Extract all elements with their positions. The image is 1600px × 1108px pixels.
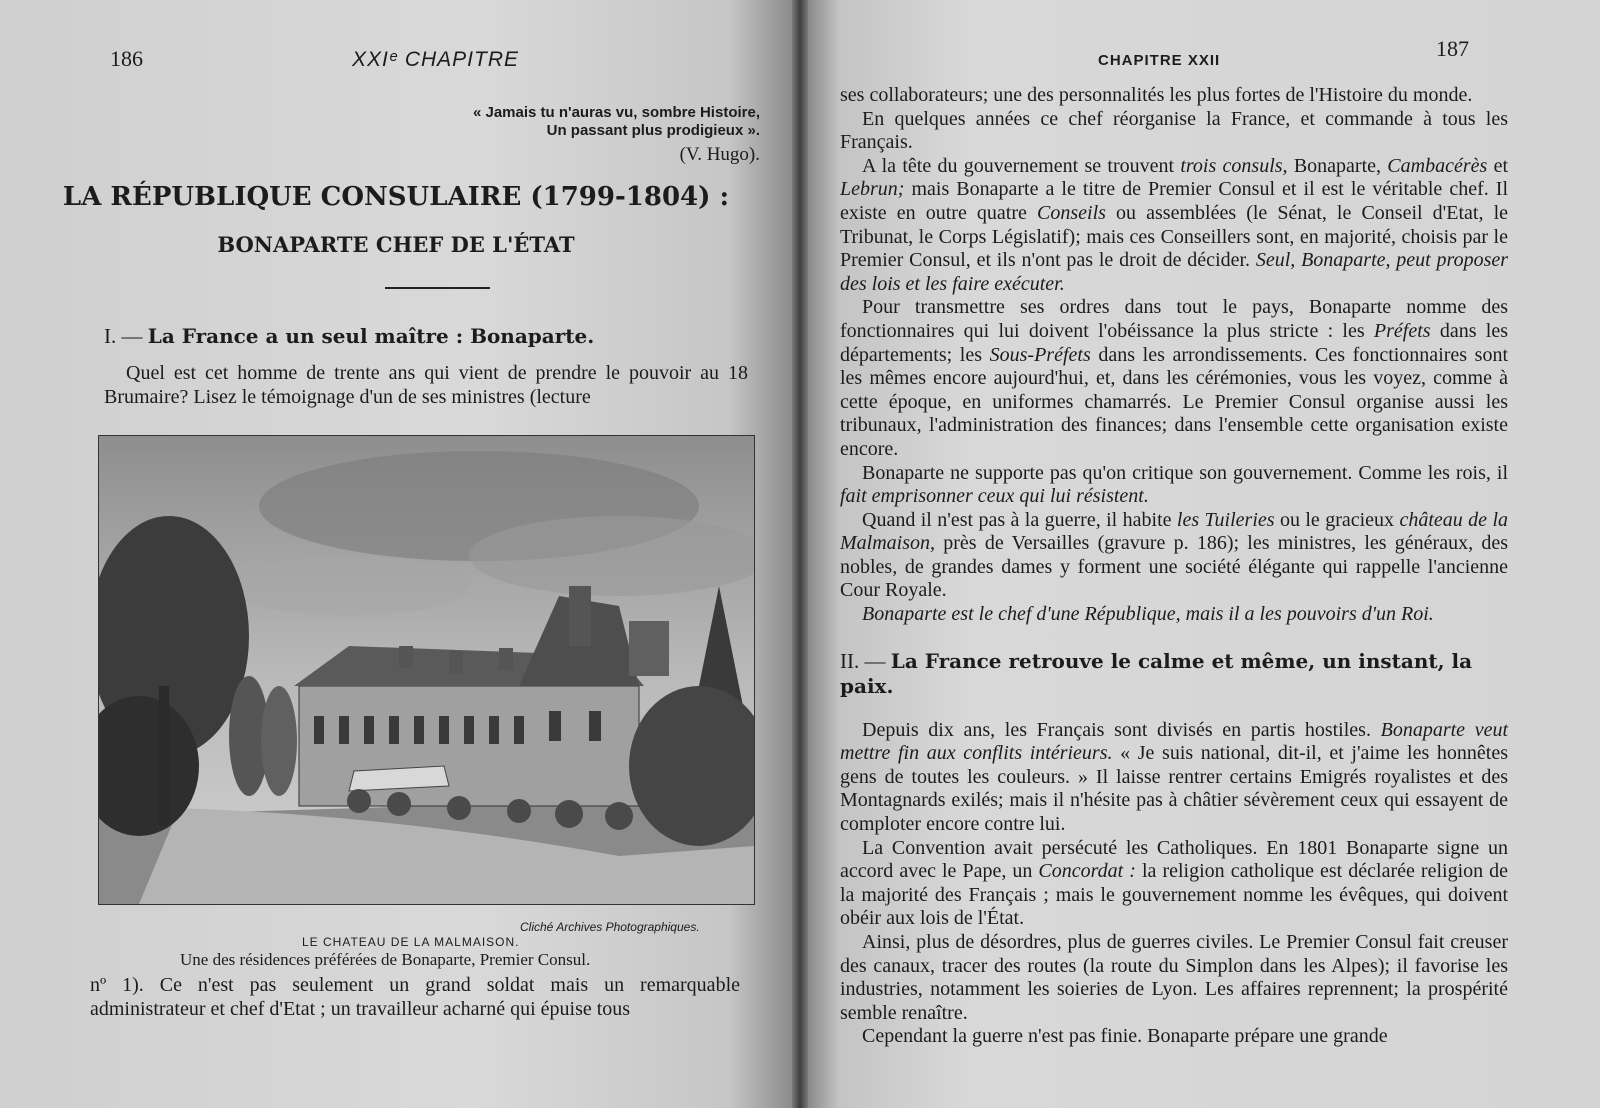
emphasis: Conseils <box>1037 201 1106 224</box>
emphasis: fait emprisonner ceux qui lui résistent. <box>840 485 1149 508</box>
emphasis: Bonaparte veut mettre fin aux conflits intérieurs. <box>840 718 1509 765</box>
paragraph <box>840 462 1508 509</box>
emphasis: château de la Malmaison, <box>840 508 1509 555</box>
paragraph <box>840 155 1508 297</box>
intro-paragraph: Quel est cet homme de trente ans qui vient de prendre le pouvoir au 18 Brumaire? Lisez le témoignage d'un de ses ministres (lecture <box>104 362 748 408</box>
emphasis: Lebrun; <box>840 178 905 201</box>
text-run: Bonaparte, <box>1293 154 1382 177</box>
book-gutter <box>792 0 808 1108</box>
text-run: Pour transmettre ses ordres dans tout le pays, Bonaparte nomme des fonctionnaires qui lui doivent l'obéissance la plus stricte : les <box>840 296 1508 342</box>
chateau-illustration <box>99 436 754 904</box>
paragraph <box>840 837 1508 931</box>
emphasis: Bonaparte est le chef d'une République, mais il a les pouvoirs d'un Roi. <box>862 603 1434 626</box>
chapter-title: LA RÉPUBLIQUE CONSULAIRE (1799-1804) : <box>62 182 730 212</box>
left-page <box>0 0 792 1108</box>
emphasis: Cambacérès <box>1387 154 1488 177</box>
running-head: XXIᵉ CHAPITRE <box>352 48 519 71</box>
text-run: « Je suis national, dit-il, et j'aime les honnêtes gens de toutes les couleurs. » Il laisse rentrer certains Emigrés royalistes et des Montagnards exilés; mais il n'hésite pas à châtier sévèrement ceux qui essayent de comploter encore contre lui. <box>840 742 1508 836</box>
text-run: Depuis dix ans, les Français sont divisés en partis hostiles. <box>862 718 1371 741</box>
paragraph: ses collaborateurs; une des personnalités les plus fortes de l'Histoire du monde. <box>840 84 1473 106</box>
running-head: CHAPITRE XXII <box>1098 52 1221 69</box>
paragraph <box>840 603 1508 627</box>
emphasis: Concordat : <box>1038 860 1136 883</box>
text-run: la religion catholique est déclarée religion de la majorité des Français ; mais le gouvernement nomme les évêques, qui doivent obéir aux lois de l'État. <box>840 860 1509 930</box>
epigraph-line: « Jamais tu n'auras vu, sombre Histoire, <box>472 104 760 121</box>
paragraph <box>840 296 1508 461</box>
section-title: La France retrouve le calme et même, un instant, la paix. <box>840 648 1473 698</box>
malmaison-engraving <box>98 435 755 905</box>
section-title: La France a un seul maître : Bonaparte. <box>147 324 595 348</box>
page-number: 186 <box>110 46 143 71</box>
epigraph-line: Un passant plus prodigieux ». <box>546 122 760 139</box>
text-run: La Convention avait persécuté les Catholiques. En 1801 Bonaparte signe un accord avec le Pape, un <box>840 836 1508 883</box>
text-run: dans les arrondissements. Ces fonctionnaires sont les mêmes encore aujourd'hui, et, dans les cérémonies, vous les voyez, comme à cette époque, en uniformes chamarrés. Le Premier Consul organise aussi les tribunaux, l'administration des finances; dans l'ensemble cette organisation existe encore. <box>840 343 1509 460</box>
paragraph: En quelques années ce chef réorganise la France, et commande à tous les Français. <box>840 107 1508 154</box>
emphasis: Sous-Préfets <box>989 343 1091 366</box>
section-heading <box>104 324 594 349</box>
right-page-text <box>840 84 1508 1049</box>
text-run: et <box>1493 154 1508 177</box>
title-divider <box>385 287 490 289</box>
epigraph <box>473 104 760 164</box>
text-run: A la tête du gouvernement se trouvent <box>862 154 1175 177</box>
text-run: dans les départements; les <box>840 319 1508 366</box>
emphasis: Préfets <box>1373 319 1431 342</box>
emphasis: trois consuls, <box>1180 154 1288 177</box>
paragraph <box>840 719 1508 837</box>
section-heading <box>840 649 1508 699</box>
text-run: mais Bonaparte a le titre de Premier Consul et il est le véritable chef. Il existe en outre quatre <box>840 178 1508 224</box>
paragraph <box>840 509 1508 603</box>
photo-credit: Cliché Archives Photographiques. <box>520 920 700 934</box>
text-run: ou assemblées (le Sénat, le Conseil d'Etat, le Tribunat, le Corps Législatif); mais ces Conseillers sont, en majorité, choisis par le Premier Consul, et ils n'ont pas le droit de décider. <box>840 201 1509 272</box>
continuation-paragraph: nº 1). Ce n'est pas seulement un grand soldat mais un remarquable administrateur et chef d'Etat ; un travailleur acharné qui épuise tous <box>90 974 740 1020</box>
text-run: Quand il n'est pas à la guerre, il habite <box>862 508 1172 531</box>
image-caption-text: Une des résidences préférées de Bonaparte, Premier Consul. <box>180 950 591 969</box>
paragraph: Ainsi, plus de désordres, plus de guerres civiles. Le Premier Consul fait creuser des canaux, tracer des routes (la route du Simplon dans les Alpes); il favorise les industries, notamment les soieries de Lyon. Les affaires reprennent; la prospérité semble renaître. <box>840 931 1508 1024</box>
epigraph-author: (V. Hugo). <box>679 144 760 165</box>
section-number: I. — <box>104 324 143 348</box>
emphasis: Seul, Bonaparte, peut proposer des lois et les faire exécuter. <box>840 249 1509 295</box>
chapter-subtitle: BONAPARTE CHEF DE L'ÉTAT <box>217 232 575 257</box>
image-caption-title: LE CHATEAU DE LA MALMAISON. <box>302 935 520 949</box>
text-run: près de Versailles (gravure p. 186); les ministres, les généraux, des nobles, de grandes dames y forment une société élégante qui rappelle l'ancienne Cour Royale. <box>840 532 1508 602</box>
page-number: 187 <box>1436 36 1469 61</box>
right-page <box>808 0 1600 1108</box>
text-run: ou le gracieux <box>1279 508 1395 531</box>
section-number: II. — <box>840 648 886 673</box>
emphasis: les Tuileries <box>1176 508 1275 531</box>
text-run: Bonaparte ne supporte pas qu'on critique son gouvernement. Comme les rois, il <box>862 461 1508 484</box>
paragraph: Cependant la guerre n'est pas finie. Bonaparte prépare une grande <box>862 1025 1388 1048</box>
